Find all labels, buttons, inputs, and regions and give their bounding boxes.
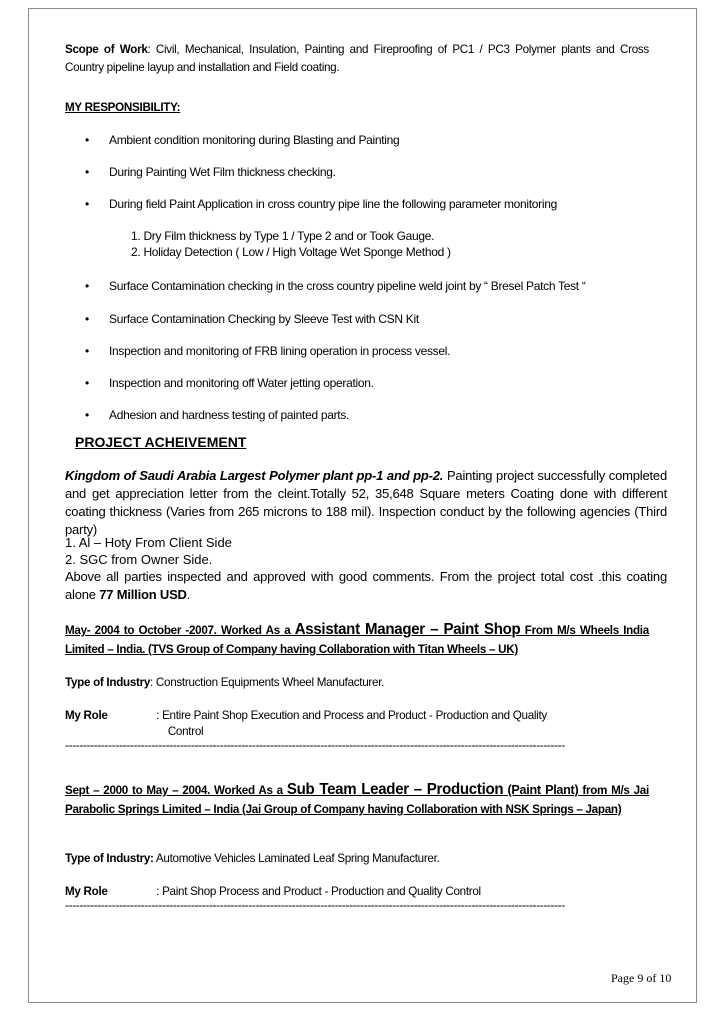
scope-text: : Civil, Mechanical, Insulation, Painting and Fireproofing of PC1 / PC3 Polymer plants and Cross Country pipeline layup and installation and Field coating. bbox=[65, 42, 649, 74]
job2-industry: Type of Industry: Automotive Vehicles Laminated Leaf Spring Manufacturer. bbox=[65, 851, 440, 865]
bullet-icon: • bbox=[85, 279, 89, 293]
job1-role-label: My Role bbox=[65, 708, 108, 722]
agency-item: 1. Al – Hoty From Client Side bbox=[65, 535, 232, 550]
scope-of-work bbox=[65, 40, 649, 76]
job1-title: Assistant Manager – Paint Shop bbox=[294, 621, 521, 638]
bullet-icon: • bbox=[85, 312, 89, 326]
scope-label: Scope of Work bbox=[65, 42, 148, 56]
job2-heading: Sept – 2000 to May – 2004. Worked As a Sub Team Leader – Production (Paint Plant) from M/s Jai Parabolic Springs Limited – India (Jai Group of Company having Collaboration with NSK Springs – Japan) bbox=[65, 781, 649, 816]
job1-heading: May- 2004 to October -2007. Worked As a Assistant Manager – Paint Shop From M/s Wheels India Limited – India. (TVS Group of Company having Collaboration with Titan Wheels – UK) bbox=[65, 621, 649, 656]
achievement-body: Painting project successfully completed and get appreciation letter from the cleint.Totally 52, 35,648 Square meters Coating done with different coating thickness (Varies from 265 microns to 188 mil). Inspection conduct by the following agencies (Third party) bbox=[65, 468, 667, 537]
achievement-summary: Above all parties inspected and approved with good comments. From the project total cost .this coating alone 77 Million USD. bbox=[65, 569, 667, 602]
achievement-heading: PROJECT ACHEIVEMENT bbox=[75, 434, 247, 450]
responsibility-heading: MY RESPONSIBILITY: bbox=[65, 100, 181, 114]
bullet-icon: • bbox=[85, 408, 89, 422]
bullet-icon: • bbox=[85, 376, 89, 390]
bullet-icon: • bbox=[85, 197, 89, 211]
job2-role-label: My Role bbox=[65, 884, 108, 898]
divider-line: ------------------------------------------------------------------------------------------------------------------------------------------- bbox=[65, 898, 565, 912]
job2-title: Sub Team Leader – Production bbox=[286, 781, 504, 798]
bullet-icon: • bbox=[85, 344, 89, 358]
bullet-icon: • bbox=[85, 133, 89, 147]
achievement-paragraph bbox=[65, 467, 667, 539]
divider-line: ------------------------------------------------------------------------------------------------------------------------------------------- bbox=[65, 738, 565, 752]
page-number: Page 9 of 10 bbox=[611, 971, 672, 985]
numbered-item: 2. Holiday Detection ( Low / High Voltage Wet Sponge Method ) bbox=[131, 245, 451, 259]
job2-role: My Role : Paint Shop Process and Product - Production and Quality Control bbox=[65, 884, 481, 898]
job1-role: My Role : Entire Paint Shop Execution and Process and Product - Production and Quality Control bbox=[65, 708, 547, 738]
agency-item: 2. SGC from Owner Side. bbox=[65, 552, 213, 567]
achievement-lead: Kingdom of Saudi Arabia Largest Polymer plant pp-1 and pp-2. bbox=[65, 468, 444, 483]
bullet-icon: • bbox=[85, 165, 89, 179]
numbered-item: 1. Dry Film thickness by Type 1 / Type 2 and or Took Gauge. bbox=[131, 229, 435, 243]
job1-industry: Type of Industry: Construction Equipments Wheel Manufacturer. bbox=[65, 675, 385, 689]
